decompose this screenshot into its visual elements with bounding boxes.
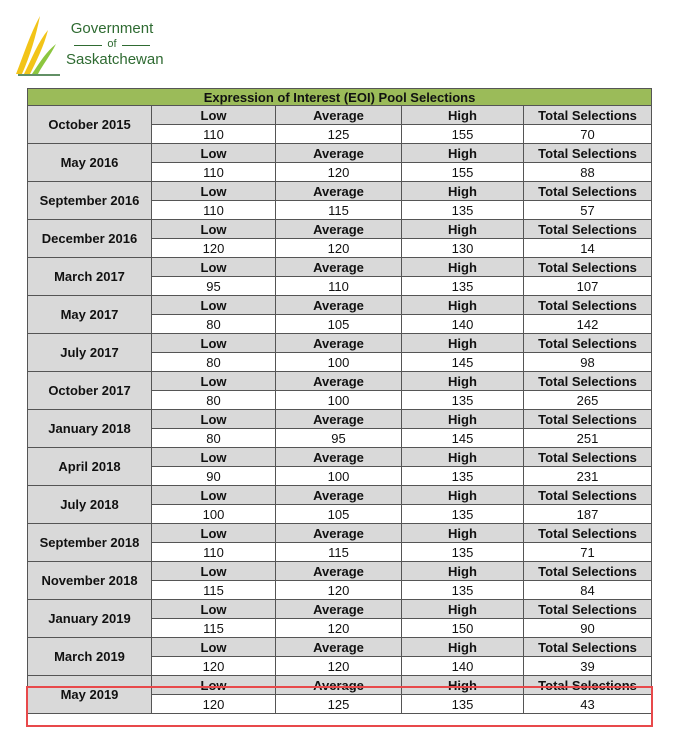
column-header-low: Low — [152, 220, 276, 239]
value-average: 115 — [276, 201, 402, 220]
table-row-header — [28, 220, 652, 239]
value-high: 135 — [402, 467, 524, 486]
column-header-low: Low — [152, 410, 276, 429]
value-low: 120 — [152, 239, 276, 258]
value-average: 105 — [276, 315, 402, 334]
selection-date: May 2019 — [28, 676, 152, 714]
table-row-header — [28, 296, 652, 315]
column-header-high: High — [402, 182, 524, 201]
value-average: 100 — [276, 391, 402, 410]
value-low: 110 — [152, 201, 276, 220]
value-high: 130 — [402, 239, 524, 258]
table-title: Expression of Interest (EOI) Pool Selections — [28, 89, 652, 106]
column-header-high: High — [402, 448, 524, 467]
value-total: 88 — [524, 163, 652, 182]
value-total: 84 — [524, 581, 652, 600]
column-header-average: Average — [276, 638, 402, 657]
column-header-low: Low — [152, 106, 276, 125]
value-high: 135 — [402, 277, 524, 296]
column-header-average: Average — [276, 220, 402, 239]
value-high: 155 — [402, 125, 524, 144]
column-header-low: Low — [152, 372, 276, 391]
value-low: 80 — [152, 391, 276, 410]
selection-date: July 2017 — [28, 334, 152, 372]
value-high: 135 — [402, 201, 524, 220]
table-row-header — [28, 600, 652, 619]
value-average: 100 — [276, 353, 402, 372]
table-row-header — [28, 182, 652, 201]
column-header-total: Total Selections — [524, 486, 652, 505]
value-low: 120 — [152, 657, 276, 676]
column-header-total: Total Selections — [524, 524, 652, 543]
column-header-high: High — [402, 524, 524, 543]
selection-date: September 2016 — [28, 182, 152, 220]
column-header-total: Total Selections — [524, 106, 652, 125]
value-high: 135 — [402, 543, 524, 562]
column-header-average: Average — [276, 334, 402, 353]
value-high: 135 — [402, 695, 524, 714]
column-header-average: Average — [276, 410, 402, 429]
selection-date: January 2018 — [28, 410, 152, 448]
table-row-header — [28, 410, 652, 429]
value-high: 145 — [402, 353, 524, 372]
value-low: 110 — [152, 125, 276, 144]
column-header-high: High — [402, 676, 524, 695]
column-header-low: Low — [152, 448, 276, 467]
column-header-average: Average — [276, 600, 402, 619]
table-row-header — [28, 372, 652, 391]
column-header-average: Average — [276, 182, 402, 201]
value-low: 110 — [152, 163, 276, 182]
table-row-header — [28, 334, 652, 353]
column-header-low: Low — [152, 144, 276, 163]
column-header-total: Total Selections — [524, 182, 652, 201]
value-total: 90 — [524, 619, 652, 638]
value-average: 120 — [276, 163, 402, 182]
column-header-high: High — [402, 296, 524, 315]
column-header-total: Total Selections — [524, 372, 652, 391]
column-header-high: High — [402, 334, 524, 353]
value-low: 80 — [152, 353, 276, 372]
value-average: 115 — [276, 543, 402, 562]
value-total: 142 — [524, 315, 652, 334]
value-average: 100 — [276, 467, 402, 486]
column-header-low: Low — [152, 562, 276, 581]
value-total: 71 — [524, 543, 652, 562]
column-header-average: Average — [276, 676, 402, 695]
column-header-high: High — [402, 562, 524, 581]
selection-date: May 2016 — [28, 144, 152, 182]
column-header-total: Total Selections — [524, 448, 652, 467]
value-total: 57 — [524, 201, 652, 220]
column-header-total: Total Selections — [524, 334, 652, 353]
column-header-average: Average — [276, 258, 402, 277]
column-header-average: Average — [276, 562, 402, 581]
column-header-low: Low — [152, 182, 276, 201]
logo-line-government: Government — [70, 20, 154, 37]
value-high: 145 — [402, 429, 524, 448]
value-high: 140 — [402, 315, 524, 334]
value-total: 265 — [524, 391, 652, 410]
value-low: 120 — [152, 695, 276, 714]
column-header-total: Total Selections — [524, 562, 652, 581]
wheat-leaf-icon — [14, 14, 66, 76]
column-header-low: Low — [152, 334, 276, 353]
column-header-high: High — [402, 372, 524, 391]
value-low: 110 — [152, 543, 276, 562]
value-average: 120 — [276, 657, 402, 676]
column-header-high: High — [402, 486, 524, 505]
selection-date: January 2019 — [28, 600, 152, 638]
table-row-header — [28, 144, 652, 163]
column-header-low: Low — [152, 258, 276, 277]
value-low: 115 — [152, 581, 276, 600]
value-average: 95 — [276, 429, 402, 448]
logo-wordmark — [66, 20, 164, 69]
column-header-average: Average — [276, 106, 402, 125]
table-row-header — [28, 676, 652, 695]
table-row-header — [28, 638, 652, 657]
selection-date: May 2017 — [28, 296, 152, 334]
value-high: 140 — [402, 657, 524, 676]
value-high: 150 — [402, 619, 524, 638]
value-total: 43 — [524, 695, 652, 714]
value-average: 120 — [276, 239, 402, 258]
value-average: 110 — [276, 277, 402, 296]
column-header-high: High — [402, 106, 524, 125]
logo-line-saskatchewan: Saskatchewan — [66, 51, 164, 68]
value-total: 70 — [524, 125, 652, 144]
value-total: 231 — [524, 467, 652, 486]
column-header-average: Average — [276, 448, 402, 467]
column-header-total: Total Selections — [524, 144, 652, 163]
column-header-low: Low — [152, 486, 276, 505]
column-header-high: High — [402, 220, 524, 239]
column-header-low: Low — [152, 296, 276, 315]
value-low: 95 — [152, 277, 276, 296]
value-high: 135 — [402, 581, 524, 600]
column-header-high: High — [402, 258, 524, 277]
value-high: 135 — [402, 505, 524, 524]
selection-date: November 2018 — [28, 562, 152, 600]
column-header-average: Average — [276, 372, 402, 391]
column-header-high: High — [402, 638, 524, 657]
selection-date: July 2018 — [28, 486, 152, 524]
column-header-high: High — [402, 600, 524, 619]
value-high: 155 — [402, 163, 524, 182]
column-header-total: Total Selections — [524, 638, 652, 657]
column-header-total: Total Selections — [524, 220, 652, 239]
table-row-header — [28, 562, 652, 581]
value-total: 187 — [524, 505, 652, 524]
column-header-average: Average — [276, 486, 402, 505]
column-header-low: Low — [152, 676, 276, 695]
column-header-total: Total Selections — [524, 410, 652, 429]
table-row-header — [28, 524, 652, 543]
column-header-total: Total Selections — [524, 296, 652, 315]
column-header-low: Low — [152, 600, 276, 619]
value-low: 80 — [152, 429, 276, 448]
value-average: 125 — [276, 125, 402, 144]
eoi-selections-table — [27, 88, 652, 714]
selection-date: October 2015 — [28, 106, 152, 144]
value-average: 105 — [276, 505, 402, 524]
column-header-low: Low — [152, 524, 276, 543]
government-logo — [14, 14, 164, 76]
selection-date: March 2019 — [28, 638, 152, 676]
value-total: 14 — [524, 239, 652, 258]
column-header-average: Average — [276, 524, 402, 543]
column-header-total: Total Selections — [524, 258, 652, 277]
selection-date: October 2017 — [28, 372, 152, 410]
column-header-total: Total Selections — [524, 676, 652, 695]
selection-date: April 2018 — [28, 448, 152, 486]
table-row-header — [28, 486, 652, 505]
logo-line-of: of — [66, 38, 158, 51]
column-header-average: Average — [276, 144, 402, 163]
column-header-total: Total Selections — [524, 600, 652, 619]
value-average: 125 — [276, 695, 402, 714]
value-high: 135 — [402, 391, 524, 410]
table-row-header — [28, 258, 652, 277]
table-row-header — [28, 448, 652, 467]
selection-date: December 2016 — [28, 220, 152, 258]
value-average: 120 — [276, 619, 402, 638]
value-total: 39 — [524, 657, 652, 676]
value-average: 120 — [276, 581, 402, 600]
value-low: 115 — [152, 619, 276, 638]
selection-date: September 2018 — [28, 524, 152, 562]
value-total: 251 — [524, 429, 652, 448]
selection-date: March 2017 — [28, 258, 152, 296]
value-low: 90 — [152, 467, 276, 486]
column-header-average: Average — [276, 296, 402, 315]
column-header-low: Low — [152, 638, 276, 657]
column-header-high: High — [402, 144, 524, 163]
value-total: 107 — [524, 277, 652, 296]
table-row-header — [28, 106, 652, 125]
value-total: 98 — [524, 353, 652, 372]
value-low: 100 — [152, 505, 276, 524]
column-header-high: High — [402, 410, 524, 429]
value-low: 80 — [152, 315, 276, 334]
